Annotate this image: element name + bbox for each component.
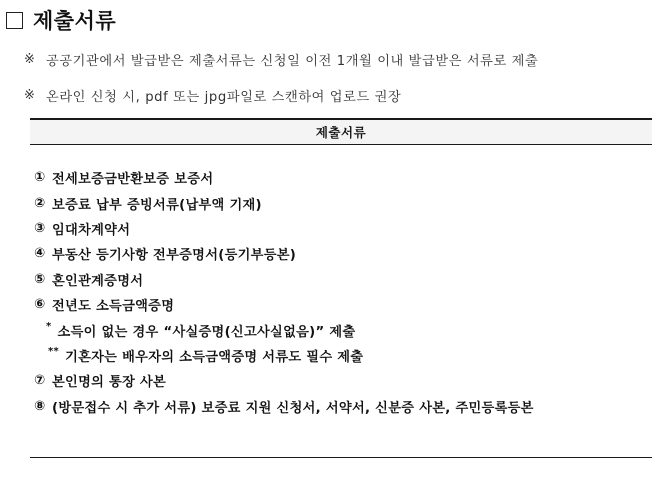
item-number: ⑤	[34, 271, 46, 287]
item-number: ⑦	[34, 373, 46, 389]
document-item	[34, 292, 652, 317]
reference-mark-icon: ※	[24, 51, 35, 67]
item-text: 전년도 소득금액증명	[52, 299, 175, 315]
item-text: 임대차계약서	[52, 222, 131, 238]
documents-table	[30, 118, 652, 419]
section-heading	[6, 6, 116, 34]
item-text: (방문접수 시 추가 서류) 보증료 지원 신청서, 서약서, 신분증 사본, 주민등록등본	[52, 400, 534, 416]
item-text: 전세보증금반환보증 보증서	[52, 172, 214, 188]
sub-note-item	[34, 317, 652, 342]
item-number: ③	[34, 220, 46, 236]
asterisk-mark: *	[46, 320, 52, 332]
reference-mark-icon: ※	[24, 87, 35, 103]
item-number: ①	[34, 170, 46, 186]
item-number: ⑥	[34, 297, 46, 313]
document-item	[34, 267, 652, 292]
sub-note-item	[34, 343, 652, 368]
asterisk-mark: **	[48, 345, 60, 357]
item-number: ⑧	[34, 398, 46, 414]
section-title: 제출서류	[33, 9, 117, 33]
item-number: ④	[34, 246, 46, 262]
documents-list	[30, 165, 652, 419]
document-item	[34, 241, 652, 266]
notes-list	[24, 48, 656, 120]
document-item	[34, 368, 652, 393]
sub-note-text: 기혼자는 배우자의 소득금액증명 서류도 필수 제출	[65, 349, 364, 365]
item-text: 본인명의 통장 사본	[52, 375, 167, 391]
item-text: 혼인관계증명서	[52, 273, 144, 289]
table-bottom-border	[30, 457, 652, 458]
item-number: ②	[34, 195, 46, 211]
document-item	[34, 216, 652, 241]
item-text: 부동산 등기사항 전부증명서(등기부등본)	[52, 248, 297, 264]
table-header: 제출서류	[30, 118, 652, 145]
checkbox-square-icon	[6, 12, 23, 29]
document-item	[34, 165, 652, 190]
document-item	[34, 190, 652, 215]
document-item	[34, 394, 652, 419]
note-text: 공공기관에서 발급받은 제출서류는 신청일 이전 1개월 이내 발급받은 서류로 제출	[46, 53, 539, 69]
note-item	[24, 84, 656, 106]
note-text: 온라인 신청 시, pdf 또는 jpg파일로 스캔하여 업로드 권장	[46, 89, 402, 105]
sub-note-text: 소득이 없는 경우 “사실증명(신고사실없음)” 제출	[57, 324, 356, 340]
note-item	[24, 48, 656, 70]
item-text: 보증료 납부 증빙서류(납부액 기재)	[52, 197, 262, 213]
